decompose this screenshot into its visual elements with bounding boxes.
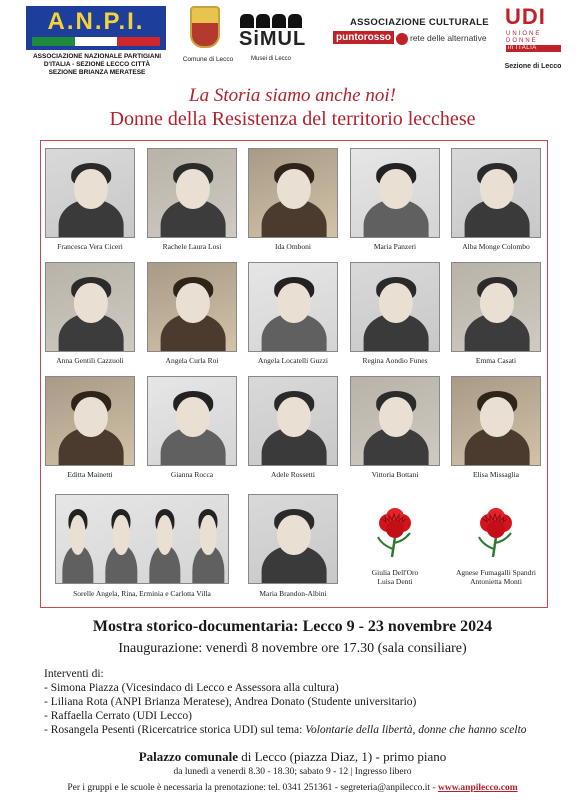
portrait-caption: Maria Panzeri (373, 242, 417, 251)
arches-icon (240, 14, 302, 28)
portrait-caption: Francesca Vera Ciceri (57, 242, 123, 251)
portrait-caption: Angela Locatelli Guzzi (258, 356, 328, 365)
portrait-photo (451, 376, 541, 466)
portrait-caption: Elisa Missaglia (472, 470, 520, 479)
comune-label: Comune di Lecco (182, 56, 234, 63)
portrait-photo (147, 262, 237, 352)
udi-sezione: Sezione di Lecco (504, 63, 562, 70)
portrait-caption: Anna Gentili Cazzuoli (56, 356, 124, 365)
website-link[interactable]: www.anpilecco.com (437, 783, 518, 793)
portrait-caption: Rachele Laura Losi (162, 242, 222, 251)
portrait-caption: Agnese Fumagalli Spandri Antonietta Monti (456, 568, 536, 586)
portrait-caption: Adele Rossetti (271, 470, 315, 479)
portrait-photo (451, 262, 541, 352)
poster-title: La Storia siamo anche noi! (189, 85, 396, 106)
inauguration-line: Inaugurazione: venerdì 8 novembre ore 17.30 (sala consiliare) (118, 641, 467, 656)
portrait-caption: Emma Casati (475, 356, 517, 365)
exhibition-title: Mostra storico-documentaria: Lecco 9 - 23 novembre 2024 (92, 618, 493, 635)
speakers-heading: Interventi di: (44, 668, 104, 680)
assoc-title: ASSOCIAZIONE CULTURALE (350, 17, 489, 28)
portrait-photo (147, 148, 237, 238)
speakers-list (44, 667, 527, 737)
anpi-name: A.N.P.I. (47, 8, 145, 35)
logo-bar: A.N.P.I. ASSOCIAZIONE NAZIONALE PARTIGIANI D'ITALIA - SEZIONE LECCO CITTÀ SEZIONE BRIANZA MERATESE Comune di Lecco SiMUL Musei di Lecco ASSOCIAZIONE CULTURALE puntorosso rete delle alternative UDI UNIONE DONNE in ITALIA Sezione di Lecco (0, 0, 585, 100)
puntorosso-brand: puntorosso (333, 31, 394, 44)
portrait-photo (45, 148, 135, 238)
portrait-photo (45, 262, 135, 352)
carnation-icon (370, 507, 420, 559)
portrait-photo (350, 148, 440, 238)
speaker-item: - Rosangela Pesenti (Ricercatrice storica UDI) sul tema: Volontarie della libertà, donne che hanno scelto (44, 724, 527, 736)
portrait-caption: Angela Curla Roi (165, 356, 219, 365)
booking-line: Per i gruppi e le scuole è necessaria la prenotazione: tel. 0341 251361 - segreteria@anpilecco.it - www.anpilecco.com (67, 783, 518, 793)
portrait-photo (248, 262, 338, 352)
portrait-caption: Editta Mainetti (67, 470, 113, 479)
simul-name: SiMUL (239, 28, 307, 50)
portrait-caption: Alba Monge Colombo (462, 242, 530, 251)
portrait-photo (350, 262, 440, 352)
speaker-item: - Simona Piazza (Vicesindaco di Lecco e Assessora alla cultura) (44, 682, 339, 694)
portrait-photo (45, 376, 135, 466)
crest-icon (190, 6, 220, 48)
udi-letters: UDI (505, 4, 546, 29)
poster-subtitle: Donne della Resistenza del territorio lecchese (109, 108, 476, 130)
portrait-photo (248, 376, 338, 466)
portrait-photo (350, 376, 440, 466)
portrait-caption: Giulia Dell'Oro Luisa Denti (371, 568, 419, 586)
portrait-caption: Gianna Rocca (170, 470, 214, 479)
portrait-caption: Sorelle Angela, Rina, Erminia e Carlotta Villa (73, 589, 211, 598)
opening-hours: da lunedì a venerdì 8.30 - 18.30; sabato 9 - 12 | Ingresso libero (173, 767, 412, 777)
portrait-photo (248, 148, 338, 238)
assoc-tagline: rete delle alternative (410, 33, 487, 43)
anpi-subtitle: ASSOCIAZIONE NAZIONALE PARTIGIANI D'ITALIA - SEZIONE LECCO CITTÀ SEZIONE BRIANZA MERATESE (32, 53, 162, 76)
italian-flag-icon (32, 37, 160, 46)
talk-theme: Volontarie della libertà, donne che hanno scelto (305, 724, 527, 736)
portrait-photo (147, 376, 237, 466)
portrait-caption: Regina Aondio Funes (362, 356, 428, 365)
portrait-caption: Ida Omboni (274, 242, 312, 251)
venue-line: Palazzo comunale di Lecco (piazza Diaz, 1) - primo piano (138, 749, 447, 764)
portrait-caption: Maria Brandon-Albini (259, 589, 327, 598)
simul-subtitle: Musei di Lecco (250, 56, 292, 62)
portrait-photo (451, 148, 541, 238)
speaker-item: - Liliana Rota (ANPI Brianza Meratese), Andrea Donato (Studente universitario) (44, 696, 417, 708)
portrait-caption: Vittoria Bottani (371, 470, 419, 479)
carnation-icon (471, 507, 521, 559)
portrait-photo (248, 494, 338, 584)
speaker-item: - Raffaella Cerrato (UDI Lecco) (44, 710, 192, 722)
red-dot-icon (396, 33, 408, 45)
group-portrait-photo (55, 494, 229, 584)
